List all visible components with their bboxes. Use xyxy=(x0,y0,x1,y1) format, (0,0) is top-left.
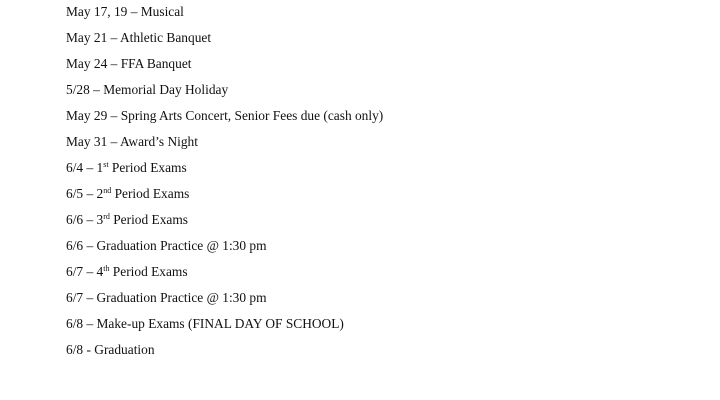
period-number: 3 xyxy=(96,212,104,227)
event-text: Athletic Banquet xyxy=(119,30,212,45)
event-text: Period Exams xyxy=(111,186,190,201)
event-date: 6/5 xyxy=(66,186,84,201)
event-separator: – xyxy=(127,4,141,19)
event-text: Spring Arts Concert, Senior Fees due (cash only) xyxy=(120,108,384,123)
event-item-3rd-period-exams xyxy=(66,210,383,236)
event-date: May 31 xyxy=(66,134,108,149)
event-item-musical xyxy=(66,2,383,28)
event-item-make-up-exams xyxy=(66,314,383,340)
event-text: Make-up Exams (FINAL DAY OF SCHOOL) xyxy=(96,316,344,331)
event-date: May 24 xyxy=(66,56,108,71)
event-item-athletic-banquet xyxy=(66,28,383,54)
event-date: 6/6 xyxy=(66,238,84,253)
ordinal-suffix: st xyxy=(103,160,109,169)
event-separator: – xyxy=(107,56,121,71)
event-item-4th-period-exams xyxy=(66,262,383,288)
event-text: Period Exams xyxy=(109,212,188,227)
event-item-memorial-day xyxy=(66,80,383,106)
event-text: Period Exams xyxy=(108,160,187,175)
event-separator: – xyxy=(107,30,120,45)
event-item-graduation xyxy=(66,340,383,366)
event-date: 6/8 xyxy=(66,316,84,331)
event-date: May 29 xyxy=(66,108,108,123)
period-number: 1 xyxy=(96,160,104,175)
event-separator: - xyxy=(83,342,95,357)
event-separator: – xyxy=(83,290,97,305)
event-date: 6/4 xyxy=(66,160,84,175)
event-item-2nd-period-exams xyxy=(66,184,383,210)
event-date: 6/7 xyxy=(66,290,84,305)
period-number: 2 xyxy=(96,186,104,201)
event-item-awards-night xyxy=(66,132,383,158)
event-separator: – xyxy=(83,238,97,253)
event-separator: – xyxy=(107,134,120,149)
event-item-ffa-banquet xyxy=(66,54,383,80)
event-text: Period Exams xyxy=(109,264,188,279)
event-text: FFA Banquet xyxy=(120,56,192,71)
event-text: Graduation Practice @ 1:30 pm xyxy=(96,290,267,305)
event-item-spring-arts-concert xyxy=(66,106,383,132)
event-separator: – xyxy=(83,186,97,201)
ordinal-suffix: rd xyxy=(103,212,110,221)
event-date: May 21 xyxy=(66,30,108,45)
event-separator: – xyxy=(83,160,97,175)
event-date: 6/8 xyxy=(66,342,84,357)
event-separator: – xyxy=(107,108,121,123)
event-separator: – xyxy=(83,316,97,331)
event-date: May 17, 19 xyxy=(66,4,128,19)
event-text: Award’s Night xyxy=(119,134,198,149)
event-text: Graduation Practice @ 1:30 pm xyxy=(96,238,267,253)
event-date: 6/7 xyxy=(66,264,84,279)
ordinal-suffix: nd xyxy=(103,186,112,195)
event-text: Memorial Day Holiday xyxy=(103,82,229,97)
event-item-graduation-practice-2 xyxy=(66,288,383,314)
event-text: Graduation xyxy=(94,342,155,357)
event-date: 5/28 xyxy=(66,82,90,97)
event-separator: – xyxy=(89,82,104,97)
event-item-graduation-practice-1 xyxy=(66,236,383,262)
event-separator: – xyxy=(83,264,97,279)
event-item-1st-period-exams xyxy=(66,158,383,184)
period-number: 4 xyxy=(96,264,104,279)
event-separator: – xyxy=(83,212,97,227)
event-date: 6/6 xyxy=(66,212,84,227)
event-list xyxy=(66,2,383,366)
ordinal-suffix: th xyxy=(103,264,110,273)
event-text: Musical xyxy=(140,4,184,19)
